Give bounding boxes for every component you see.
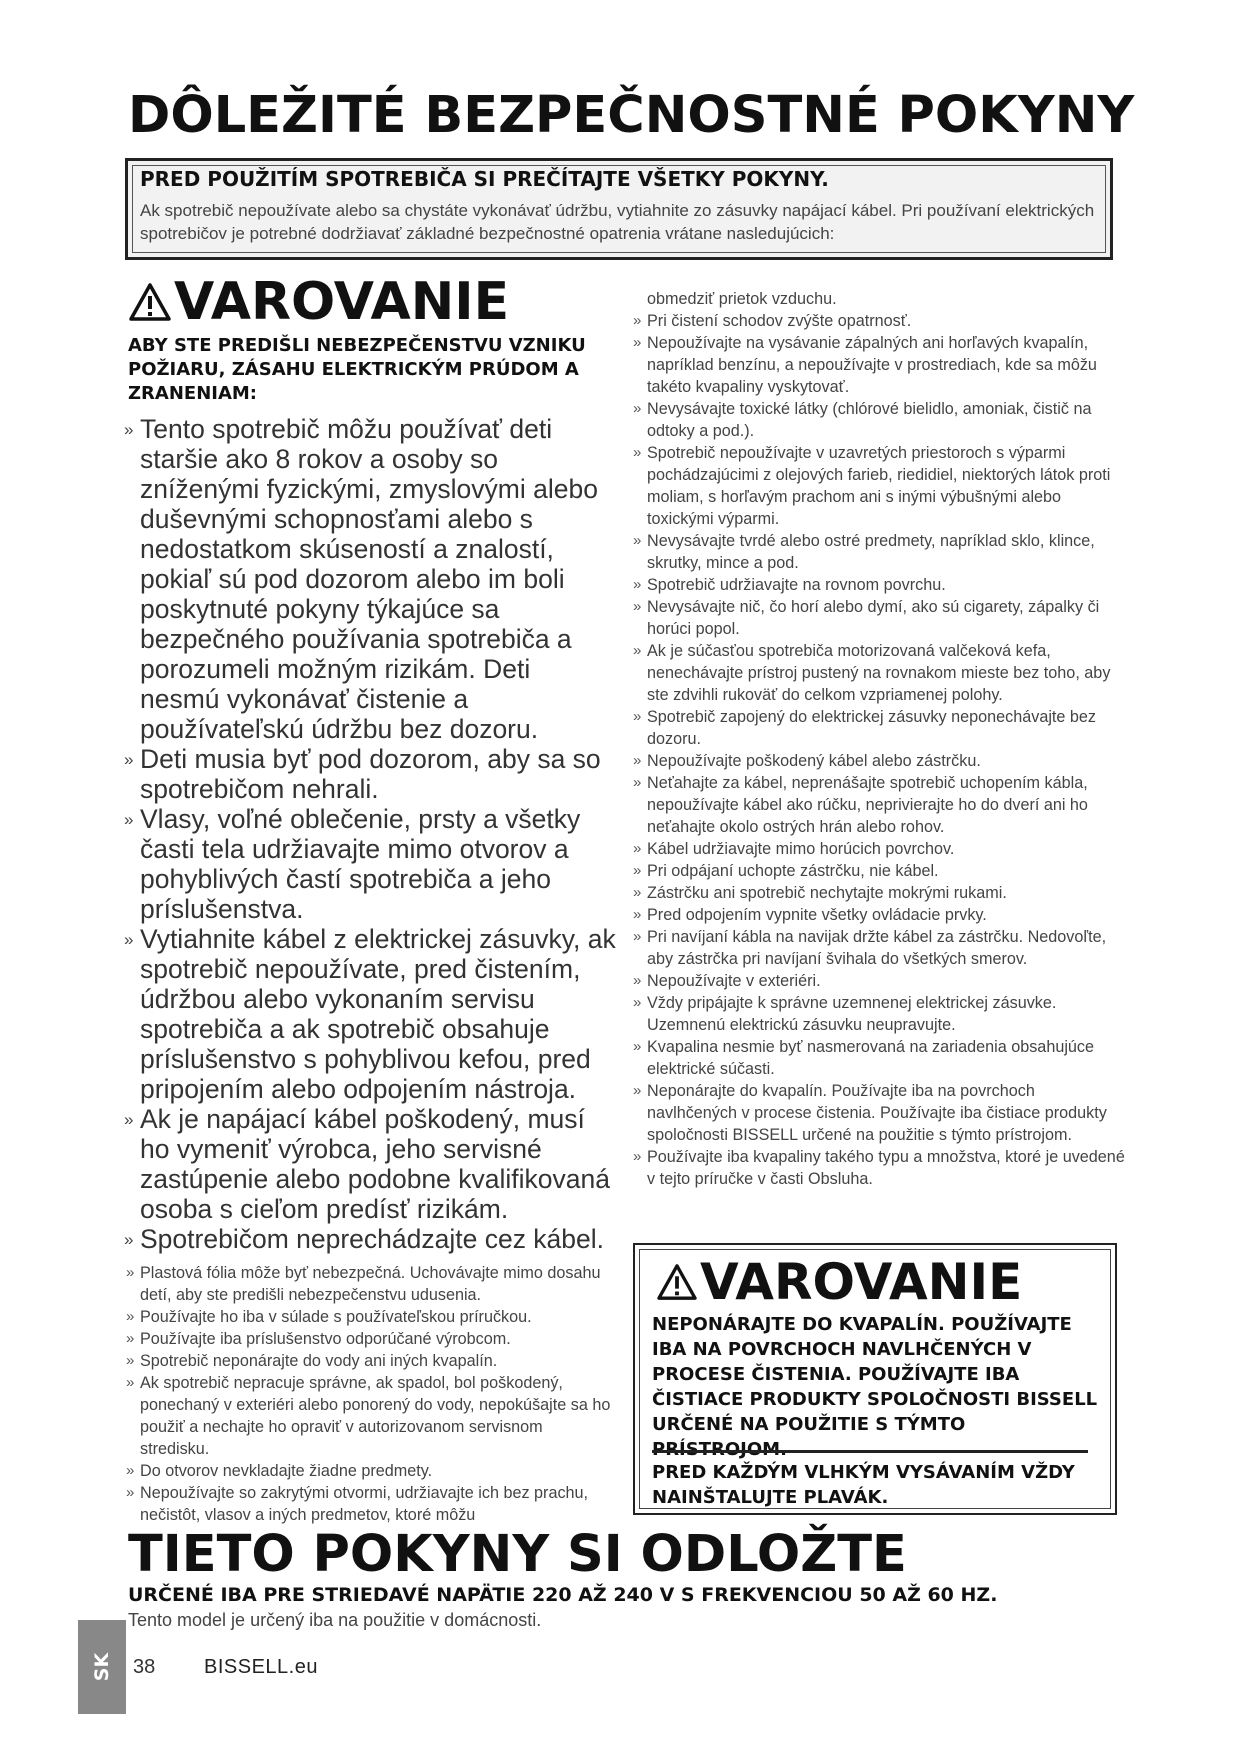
list-item bbox=[633, 1146, 1129, 1190]
list-item-text: Spotrebičom neprechádzajte cez kábel. bbox=[140, 1224, 605, 1254]
list-item-text: Neťahajte za kábel, neprenášajte spotrebič uchopením kábla, nepoužívajte kábel ako rúčku, neprivierajte ho do dverí ani ho neťahajte okolo ostrých hrán alebo rohov. bbox=[647, 774, 1088, 836]
list-item-text: Spotrebič nepoužívajte v uzavretých priestoroch s výparmi pochádzajúcimi z olejových farieb, riedidiel, niektorých látok proti moliam, s horľavým prachom ani s inými výbušnými alebo toxickými výparmi. bbox=[647, 444, 1111, 528]
warning-triangle-icon bbox=[656, 1263, 698, 1301]
list-item-text: Kábel udržiavajte mimo horúcich povrchov. bbox=[647, 840, 955, 858]
list-item bbox=[633, 772, 1129, 838]
list-item bbox=[126, 744, 616, 804]
list-item-text: Pri odpájaní uchopte zástrčku, nie kábel. bbox=[647, 862, 939, 880]
bullet: » bbox=[126, 1264, 135, 1281]
list-item-text: Nepoužívajte poškodený kábel alebo zástrčku. bbox=[647, 752, 981, 770]
bullet: » bbox=[126, 1330, 135, 1347]
voltage-note: URČENÉ IBA PRE STRIEDAVÉ NAPÄTIE 220 AŽ 240 V S FREKVENCIOU 50 AŽ 60 HZ. bbox=[128, 1584, 998, 1606]
list-item-text: Nepoužívajte v exteriéri. bbox=[647, 972, 821, 990]
list-item bbox=[126, 1350, 614, 1372]
warning-title: VAROVANIE bbox=[174, 272, 510, 332]
bullet: » bbox=[633, 1148, 642, 1165]
list-item bbox=[633, 574, 1129, 596]
list-item-text: Plastová fólia môže byť nebezpečná. Uchovávajte mimo dosahu detí, aby ste predišli nebezpečenstvu udusenia. bbox=[140, 1264, 601, 1304]
list-item bbox=[126, 1372, 614, 1460]
bullet: » bbox=[124, 810, 134, 829]
list-item-text: Pred odpojením vypnite všetky ovládacie prvky. bbox=[647, 906, 987, 924]
list-item-text: Používajte iba príslušenstvo odporúčané výrobcom. bbox=[140, 1330, 511, 1348]
list-item-text: Vždy pripájajte k správne uzemnenej elektrickej zásuvke. Uzemnenú elektrickú zásuvku neupravujte. bbox=[647, 994, 1057, 1034]
list-item-text: Spotrebič zapojený do elektrickej zásuvky neponechávajte bez dozoru. bbox=[647, 708, 1097, 748]
list-item-text: Zástrčku ani spotrebič nechytajte mokrými rukami. bbox=[647, 884, 1007, 902]
list-item-text: Ak spotrebič nepracuje správne, ak spadol, bol poškodený, ponechaný v exteriéri alebo ponorený do vody, nepokúšajte sa ho použiť a nechajte ho opraviť v autorizovanom servisnom stredisku. bbox=[140, 1374, 611, 1458]
list-item bbox=[633, 332, 1129, 398]
list-item bbox=[126, 414, 616, 744]
language-code: SK bbox=[90, 1652, 113, 1682]
list-item-text: Pri čistení schodov zvýšte opatrnosť. bbox=[647, 312, 912, 330]
bullet: » bbox=[124, 1230, 134, 1249]
bullet: » bbox=[126, 1462, 135, 1479]
bullet: » bbox=[633, 400, 642, 417]
intro-text: Ak spotrebič nepoužívate alebo sa chystáte vykonávať údržbu, vytiahnite zo zásuvky napájací kábel. Pri používaní elektrických spotrebičov je potrebné dodržiavať základné bezpečnostné opatrenia vrátane nasledujúcich: bbox=[140, 201, 1095, 243]
bullet: » bbox=[124, 1110, 134, 1129]
warning-box-divider bbox=[652, 1450, 1088, 1453]
bullet: » bbox=[633, 1082, 642, 1099]
list-item bbox=[126, 1224, 616, 1254]
bullet: » bbox=[633, 598, 642, 615]
warning-heading bbox=[128, 272, 509, 332]
list-item bbox=[633, 926, 1129, 970]
list-item bbox=[633, 398, 1129, 442]
intro-heading: PRED POUŽITÍM SPOTREBIČA SI PREČÍTAJTE VŠETKY POKYNY. bbox=[140, 167, 829, 191]
bullet: » bbox=[633, 576, 642, 593]
bullet: » bbox=[126, 1374, 135, 1391]
continuation-text: obmedziť prietok vzduchu. bbox=[647, 290, 837, 308]
list-item-text: Kvapalina nesmie byť nasmerovaná na zariadenia obsahujúce elektrické súčasti. bbox=[647, 1038, 1095, 1078]
list-item-text: Vlasy, voľné oblečenie, prsty a všetky časti tela udržiavajte mimo otvorov a pohyblivých častí spotrebiča a jeho príslušenstva. bbox=[140, 804, 581, 924]
list-item bbox=[633, 860, 1129, 882]
list-item-text: Vytiahnite kábel z elektrickej zásuvky, ak spotrebič nepoužívate, pred čistením, údržbou alebo vykonaním servisu spotrebiča a ak spotrebič obsahuje príslušenstvo s pohyblivou kefou, pred pripojením alebo odpojením nástroja. bbox=[140, 924, 616, 1104]
list-item-text: Deti musia byť pod dozorom, aby sa so spotrebičom nehrali. bbox=[140, 744, 601, 804]
warning-box-text: NEPONÁRAJTE DO KVAPALÍN. POUŽÍVAJTE IBA NA POVRCHOCH NAVLHČENÝCH V PROCESE ČISTENIA. POUŽÍVAJTE IBA ČISTIACE PRODUKTY SPOLOČNOSTI BISSELL URČENÉ NA POUŽITIE S TÝMTO bbox=[652, 1314, 1098, 1435]
list-item bbox=[126, 804, 616, 924]
bullet: » bbox=[126, 1484, 135, 1501]
left-safety-list bbox=[126, 1262, 614, 1526]
warning-box-heading bbox=[656, 1253, 1022, 1311]
bullet: » bbox=[633, 840, 642, 857]
list-item bbox=[126, 1262, 614, 1306]
page-title: DÔLEŽITÉ BEZPEČNOSTNÉ POKYNY bbox=[128, 86, 1135, 145]
bullet: » bbox=[633, 862, 642, 879]
bullet: » bbox=[633, 708, 642, 725]
save-instructions-title: TIETO POKYNY SI ODLOŽTE bbox=[128, 1525, 907, 1584]
list-item bbox=[633, 1080, 1129, 1146]
bullet: » bbox=[633, 928, 642, 945]
bullet: » bbox=[633, 994, 642, 1011]
bullet: » bbox=[633, 642, 642, 659]
list-item bbox=[126, 1460, 614, 1482]
bullet: » bbox=[633, 312, 642, 329]
list-item-text: Pri navíjaní kábla na navijak držte kábel za zástrčku. Nedovoľte, aby zástrčka pri navíjaní švihala do všetkých smerov. bbox=[647, 928, 1107, 968]
warning-subtitle: ABY STE PREDIŠLI NEBEZPEČENSTVU VZNIKU POŽIARU, ZÁSAHU ELEKTRICKÝM PRÚDOM A ZRANENIAM: bbox=[128, 335, 586, 404]
bullet: » bbox=[124, 420, 134, 439]
list-item bbox=[633, 750, 1129, 772]
list-item-text: Do otvorov nevkladajte žiadne predmety. bbox=[140, 1462, 433, 1480]
list-item bbox=[126, 1306, 614, 1328]
bullet: » bbox=[124, 750, 134, 769]
list-item bbox=[633, 640, 1129, 706]
list-item bbox=[633, 1036, 1129, 1080]
list-item-text: Nevysávajte tvrdé alebo ostré predmety, napríklad sklo, klince, skrutky, mince a pod. bbox=[647, 532, 1095, 572]
list-item bbox=[126, 1482, 614, 1526]
bullet: » bbox=[633, 884, 642, 901]
list-item bbox=[633, 992, 1129, 1036]
list-item-text: Neponárajte do kvapalín. Používajte iba na povrchoch navlhčených v procese čistenia. Používajte iba čistiace produkty spoločnosti BISSELL určené na použitie s týmto prístrojom. bbox=[647, 1082, 1107, 1144]
list-item-text: Používajte iba kvapaliny takého typu a množstva, ktoré je uvedené v tejto príručke v časti Obsluha. bbox=[647, 1148, 1125, 1188]
bullet: » bbox=[633, 972, 642, 989]
list-item-text: Nevysávajte nič, čo horí alebo dymí, ako sú cigarety, zápalky či horúci popol. bbox=[647, 598, 1100, 638]
list-item-text: Spotrebič udržiavajte na rovnom povrchu. bbox=[647, 576, 946, 594]
list-item bbox=[633, 882, 1129, 904]
list-item bbox=[633, 838, 1129, 860]
list-item bbox=[633, 970, 1129, 992]
list-item bbox=[633, 310, 1129, 332]
bullet: » bbox=[633, 532, 642, 549]
list-item bbox=[633, 904, 1129, 926]
bullet: » bbox=[633, 752, 642, 769]
household-note: Tento model je určený iba na použitie v domácnosti. bbox=[128, 1610, 542, 1630]
bullet: » bbox=[126, 1352, 135, 1369]
list-item-text: Ak je napájací kábel poškodený, musí ho vymeniť výrobca, jeho servisné zastúpenie alebo podobne kvalifikovaná osoba s cieľom predísť rizikám. bbox=[140, 1104, 610, 1224]
list-item-text: Tento spotrebič môžu používať deti staršie ako 8 rokov a osoby so zníženými fyzickými, zmyslovými alebo duševnými schopnosťami alebo s nedostatkom skúseností a znalostí, pokiaľ sú pod dozorom alebo im boli poskytnuté pokyny týkajúce sa bezpečného používania spotrebiča a porozumeli možným rizikám. Deti nesmú vykonávať čistenie a používateľskú údržbu bez dozoru. bbox=[140, 414, 598, 744]
list-item-text: Spotrebič neponárajte do vody ani iných kvapalín. bbox=[140, 1352, 498, 1370]
bullet: » bbox=[633, 1038, 642, 1055]
big-safety-list bbox=[126, 414, 616, 1254]
list-item bbox=[633, 530, 1129, 574]
list-item-text: Nevysávajte toxické látky (chlórové bielidlo, amoniak, čistič na odtoky a pod.). bbox=[647, 400, 1092, 440]
warning-box-title: VAROVANIE bbox=[700, 1253, 1023, 1311]
language-tab bbox=[78, 1620, 126, 1714]
list-item bbox=[126, 924, 616, 1104]
list-item-text: Nepoužívajte na vysávanie zápalných ani horľavých kvapalín, napríklad benzínu, a nepoužívajte v prostrediach, kde sa môžu takéto kvapaliny vyskytovať. bbox=[647, 334, 1097, 396]
warning-box-text-float: PRED KAŽDÝM VLHKÝM VYSÁVANÍM VŽDY NAINŠTALUJTE PLAVÁK. bbox=[652, 1462, 1075, 1508]
bullet: » bbox=[633, 334, 642, 351]
website: BISSELL.eu bbox=[204, 1656, 318, 1678]
list-item-text: Používajte ho iba v súlade s používateľskou príručkou. bbox=[140, 1308, 532, 1326]
list-item bbox=[126, 1328, 614, 1350]
list-item-text: Nepoužívajte so zakrytými otvormi, udržiavajte ich bez prachu, nečistôt, vlasov a iných predmetov, ktoré môžu bbox=[140, 1484, 589, 1524]
list-item bbox=[633, 706, 1129, 750]
bullet: » bbox=[633, 906, 642, 923]
bullet: » bbox=[126, 1308, 135, 1325]
page-number: 38 bbox=[133, 1656, 156, 1678]
right-column bbox=[633, 288, 1129, 1190]
list-item-text: Ak je súčasťou spotrebiča motorizovaná valčeková kefa, nenechávajte prístroj pustený na rovnakom mieste bez toho, aby ste zdvihli rukoväť do celkom vzpriamenej polohy. bbox=[647, 642, 1111, 704]
list-item bbox=[633, 596, 1129, 640]
list-item bbox=[633, 442, 1129, 530]
warning-triangle-icon bbox=[128, 282, 172, 322]
bullet: » bbox=[633, 774, 642, 791]
right-safety-list bbox=[633, 310, 1129, 1190]
list-item bbox=[126, 1104, 616, 1224]
bullet: » bbox=[124, 930, 134, 949]
bullet: » bbox=[633, 444, 642, 461]
